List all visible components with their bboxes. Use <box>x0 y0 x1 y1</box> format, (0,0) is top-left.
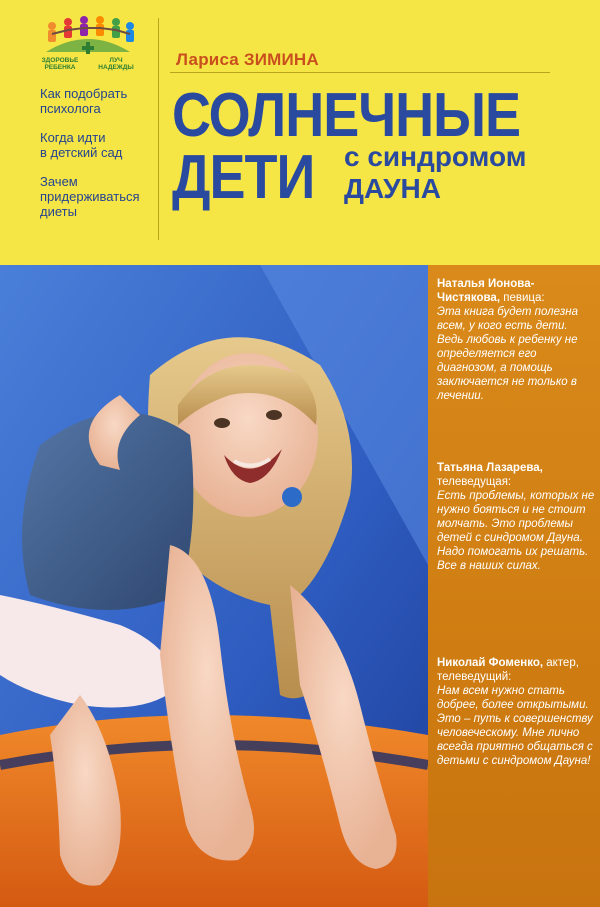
book-subtitle-line2: ДАУНА <box>344 173 441 204</box>
children-holding-hands-icon <box>38 12 138 58</box>
author-name: Лариса ЗИМИНА <box>176 50 319 69</box>
book-title-line1: СОЛНЕЧНЫЕ <box>172 80 521 150</box>
horizontal-divider <box>170 72 550 73</box>
testimonial-role: певица: <box>500 292 545 304</box>
testimonial <box>437 461 595 573</box>
testimonial-role: актер, телеведущий: <box>437 657 579 683</box>
book-title-line2: ДЕТИ <box>172 142 315 212</box>
cover-photo <box>0 265 428 907</box>
logo-right-label: ЛУЧ НАДЕЖДЫ <box>98 57 134 71</box>
logo-left-label: ЗДОРОВЬЕ РЕБЕНКА <box>41 57 79 71</box>
testimonial-text: Есть проблемы, которых не нужно бояться и не стоит молчать. Это проблемы детей с синдромом Дауна. Надо помогать их решать. Все в наших силах. <box>437 490 595 572</box>
topic-item: Зачем придерживаться диеты <box>40 174 140 219</box>
book-subtitle-line1: с синдромом <box>344 141 527 172</box>
publisher-logo <box>38 12 138 72</box>
testimonial-author: Татьяна Лазарева, <box>437 462 543 474</box>
vertical-divider <box>158 18 159 240</box>
testimonial-role: телеведущая: <box>437 476 512 488</box>
testimonial <box>437 656 595 768</box>
topic-item: Как подобрать психолога <box>40 86 128 116</box>
topic-item: Когда идти в детский сад <box>40 130 123 160</box>
testimonial <box>437 277 595 403</box>
child-photo-illustration <box>0 265 428 907</box>
testimonial-text: Нам всем нужно стать добрее, более открытыми. Это – путь к совершенству человеческому. Мне лично всегда приятно общаться с детьми с синдромом Дауна! <box>437 685 593 767</box>
testimonial-author: Николай Фоменко, <box>437 657 544 669</box>
testimonials-column <box>428 265 600 907</box>
testimonial-text: Эта книга будет полезна всем, у кого есть дети. Ведь любовь к ребенку не определяется его диагнозом, а помощь заключается не только в лечении. <box>437 306 578 402</box>
top-band <box>0 0 600 265</box>
testimonial-author: Наталья Ионова-Чистякова, <box>437 278 535 304</box>
topics-list <box>40 86 158 233</box>
